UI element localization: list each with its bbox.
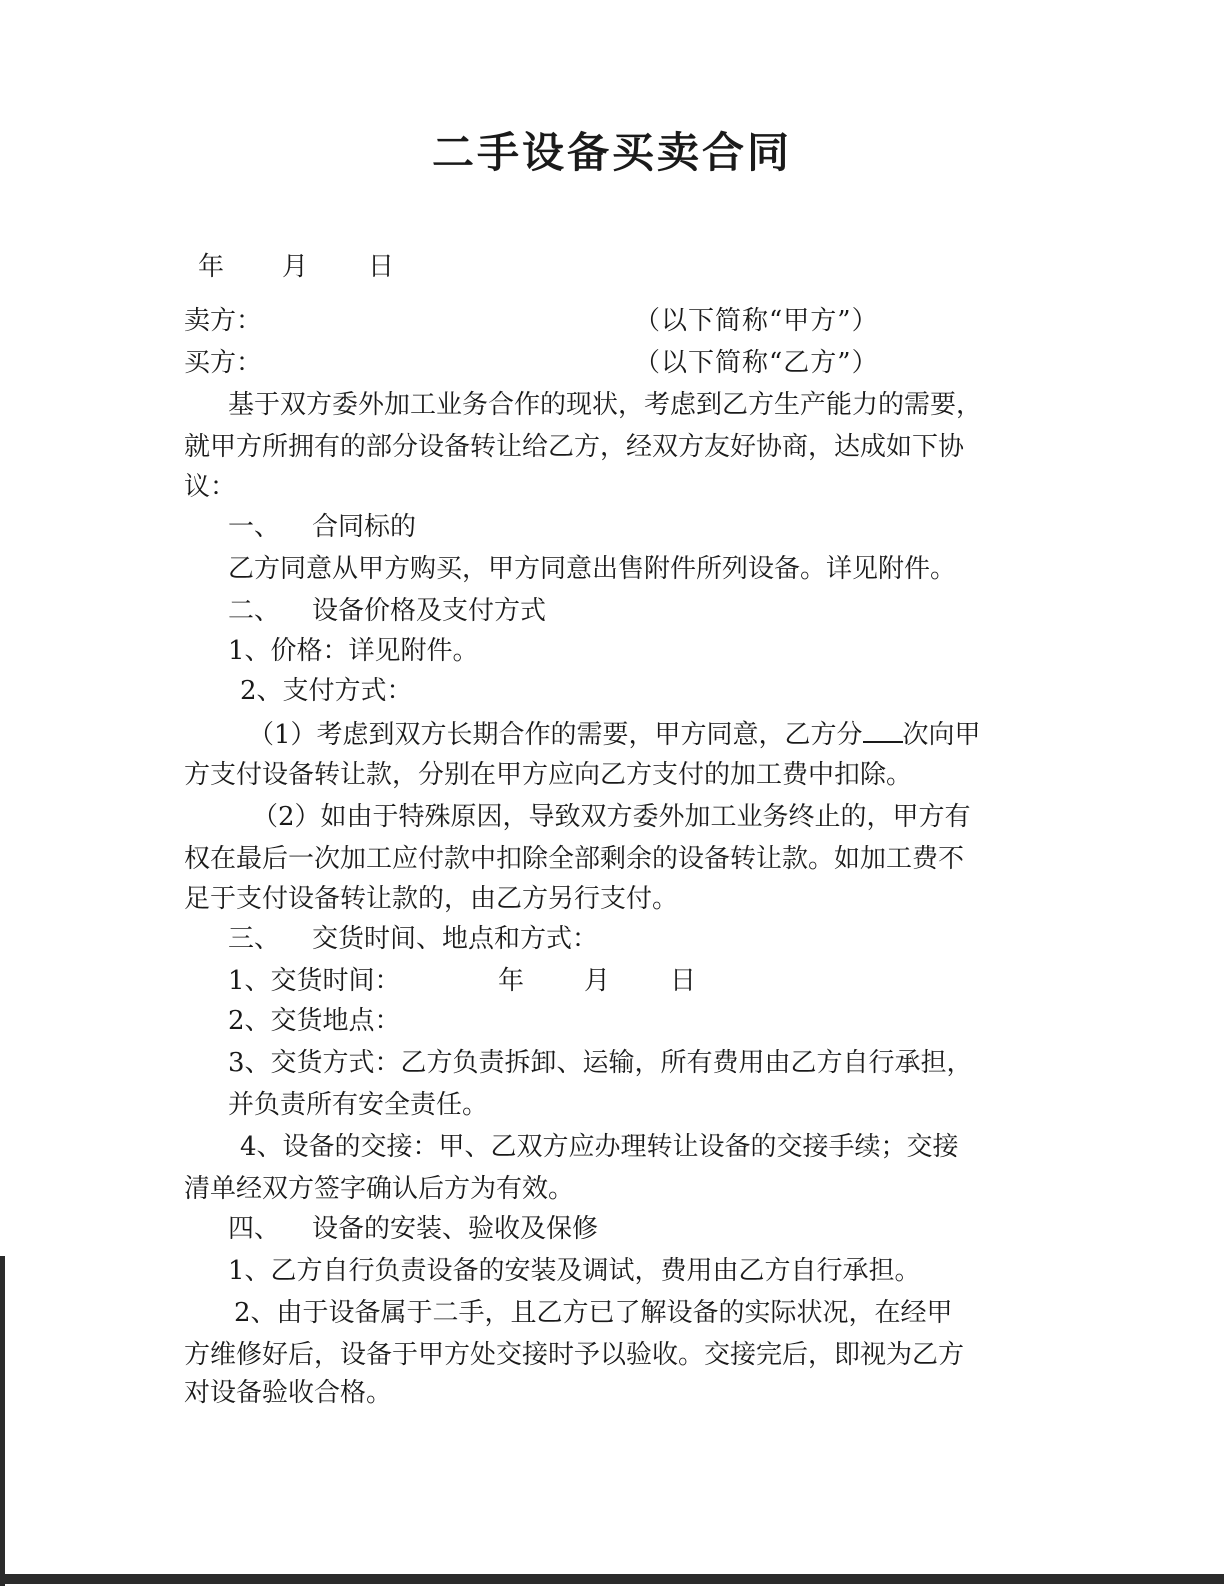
seller-alias: （以下简称“甲方”） [634, 306, 879, 336]
delivery-method-line-2: 并负责所有安全责任。 [228, 1090, 489, 1120]
document-title: 二手设备买卖合同 [431, 128, 792, 177]
installation-item-1: 1、乙方自行负责设备的安装及调试，费用由乙方自行承担。 [228, 1256, 921, 1286]
section-1-heading: 合同标的 [312, 512, 417, 542]
section-2-heading: 设备价格及支付方式 [312, 596, 547, 626]
installation-item-2-line-1: 2、由于设备属于二手，且乙方已了解设备的实际状况，在经甲 [234, 1298, 953, 1328]
section-2-price: 1、价格：详见附件。 [228, 636, 479, 666]
payment-clause-1-line-1 [248, 718, 981, 752]
payment-clause-1-line-2: 方支付设备转让款，分别在甲方应向乙方支付的加工费中扣除。 [184, 760, 913, 790]
payment-clause-1-text-b: 次向甲 [902, 720, 981, 750]
intro-line-2: 就甲方所拥有的部分设备转让给乙方，经双方友好协商，达成如下协 [184, 432, 965, 462]
payment-clause-1-text-a: （1）考虑到双方长期合作的需要，甲方同意，乙方分 [248, 720, 863, 750]
section-4-heading: 设备的安装、验收及保修 [312, 1214, 599, 1244]
delivery-time-label: 1、交货时间： [228, 966, 401, 996]
installment-blank [863, 719, 903, 743]
seller-label: 卖方： [184, 306, 263, 336]
handover-line-1: 4、设备的交接：甲、乙双方应办理转让设备的交接手续；交接 [240, 1132, 959, 1162]
section-3-number: 三、 [228, 924, 281, 954]
payment-clause-2-line-2: 权在最后一次加工应付款中扣除全部剩余的设备转让款。如加工费不 [184, 844, 965, 874]
intro-line-1: 基于双方委外加工业务合作的现状，考虑到乙方生产能力的需要， [228, 390, 983, 420]
date-year: 年 [198, 252, 225, 282]
section-2-number: 二、 [228, 596, 281, 626]
payment-clause-2-line-1: （2）如由于特殊原因，导致双方委外加工业务终止的，甲方有 [252, 802, 971, 832]
delivery-time-year: 年 [498, 966, 525, 996]
intro-line-3: 议： [184, 472, 237, 502]
section-1-number: 一、 [228, 512, 281, 542]
delivery-time-month: 月 [584, 966, 611, 996]
section-3-heading: 交货时间、地点和方式： [312, 924, 599, 954]
section-1-text: 乙方同意从甲方购买，甲方同意出售附件所列设备。详见附件。 [228, 554, 957, 584]
delivery-place: 2、交货地点： [228, 1006, 401, 1036]
delivery-method-line-1: 3、交货方式：乙方负责拆卸、运输，所有费用由乙方自行承担， [228, 1048, 973, 1078]
delivery-time-day: 日 [670, 966, 697, 996]
section-4-number: 四、 [228, 1214, 281, 1244]
buyer-label: 买方： [184, 348, 263, 378]
installation-item-2-line-3: 对设备验收合格。 [184, 1378, 393, 1408]
scan-left-edge [0, 1256, 5, 1586]
date-month: 月 [282, 252, 309, 282]
payment-clause-2-line-3: 足于支付设备转让款的，由乙方另行支付。 [184, 884, 679, 914]
date-day: 日 [368, 252, 395, 282]
section-2-payment: 2、支付方式： [240, 676, 413, 706]
installation-item-2-line-2: 方维修好后，设备于甲方处交接时予以验收。交接完后，即视为乙方 [184, 1340, 965, 1370]
scan-bottom-edge [0, 1574, 1224, 1584]
buyer-alias: （以下简称“乙方”） [634, 348, 879, 378]
handover-line-2: 清单经双方签字确认后方为有效。 [184, 1174, 575, 1204]
